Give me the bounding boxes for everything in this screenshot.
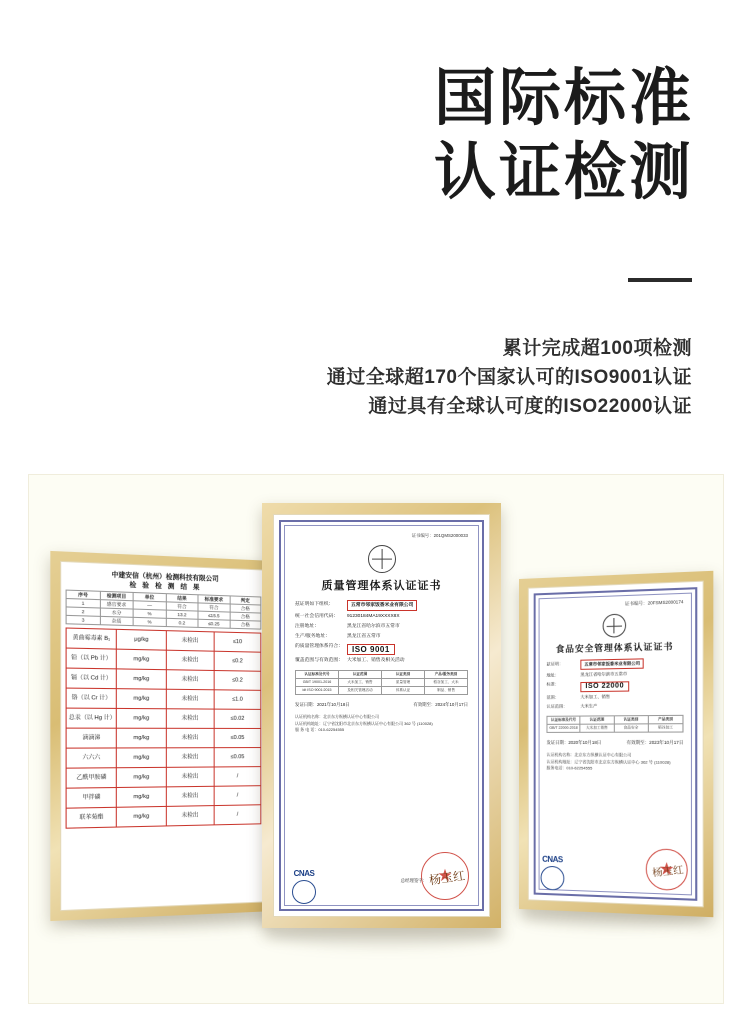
meta-cell: 杂质 (100, 616, 133, 625)
table-row (66, 805, 261, 828)
globe-icon (368, 545, 396, 573)
iso9001-mat (273, 514, 490, 917)
result-name: 乙酰甲胺磷 (66, 768, 116, 788)
title-divider (628, 278, 692, 282)
cert-field-label: 兹证明如下组织： (295, 602, 334, 607)
meta-cell: 水分 (100, 608, 133, 617)
scope-col-3: 产品/服务类别 (425, 671, 468, 679)
result-unit: mg/kg (117, 669, 166, 689)
result-unit: mg/kg (117, 689, 166, 709)
result-limit: ≤1.0 (214, 690, 261, 710)
certificate-title: 食品安全管理体系认证证书 (555, 641, 674, 655)
scope-cell: 质量管理 (382, 679, 425, 687)
scope-col-0: 认证标准及代号 (547, 716, 580, 724)
scope-col-2: 认证类别 (382, 671, 425, 679)
cert-field-value: 大米生产 (580, 703, 598, 709)
test-report-document (61, 562, 265, 910)
cert-field-value: 黑龙江省哈尔滨市五常市 (580, 671, 628, 677)
scope-cell: 大米加工、销售 (339, 679, 382, 687)
certificate-number: 证书编号：20FSMS2000174 (624, 599, 684, 607)
scope-col-3: 产品类别 (648, 715, 683, 724)
issuer-phone: 服务电话：010-62254555 (546, 765, 593, 771)
valid-date: 有效期至：2024年10月17日 (413, 702, 468, 707)
meta-col-5: 判定 (230, 596, 261, 605)
test-report-mat (60, 561, 266, 911)
cert-field-label: 范围： (546, 694, 559, 700)
hero-subtitle-line-1: 累计完成超100项检测 (502, 338, 692, 359)
cert-field (295, 656, 468, 665)
valid-date: 有效期至：2023年10月17日 (626, 739, 684, 746)
result-name: 滴滴涕 (66, 728, 116, 748)
table-row (66, 728, 261, 748)
test-report-title: 检 验 检 测 结 果 (129, 581, 202, 592)
issuer-address: 认证机构地址：辽宁省沈阳市北京东方纵横认证中心 362 号 (110028) (546, 758, 671, 765)
meta-cell: 合格 (230, 620, 261, 629)
globe-icon (602, 614, 626, 638)
table-row (296, 687, 468, 695)
cert-field-label: 标准： (546, 681, 559, 687)
page-title-line2: 认证检测 (433, 138, 694, 207)
standard-badge: ISO 22000 (580, 681, 629, 692)
cert-footer (295, 714, 468, 734)
scope-cell: idt ISO 9001:2015 (296, 687, 339, 695)
table-row (66, 688, 261, 709)
cert-field (295, 612, 468, 621)
result-limit: ≤10 (214, 632, 261, 652)
scope-cell: 食品安全 (614, 724, 648, 732)
result-name: 铅（以 Pb 计） (66, 648, 116, 669)
result-limit: ≤0.2 (214, 651, 261, 671)
certificates-photo (28, 474, 724, 1004)
cert-scope-table (295, 670, 468, 695)
cnas-badge-icon (541, 866, 565, 891)
meta-col-2: 单位 (133, 592, 166, 601)
iso9001-certificate-frame (262, 503, 501, 928)
test-report-org: 中建安信（杭州）检测科技有限公司 (111, 571, 219, 583)
cert-scope-table (546, 715, 683, 733)
result-value: 未检出 (166, 709, 214, 729)
result-name: 镉（以 Cd 计） (66, 668, 116, 689)
cert-field-value: 大米加工、销售 (580, 693, 611, 700)
meta-cell: 3 (66, 615, 100, 624)
cert-dates (546, 740, 683, 746)
test-report-frame (50, 551, 275, 921)
meta-col-1: 检测项目 (100, 591, 133, 600)
scope-cell: 及相关管理活动 (339, 687, 382, 695)
result-unit: mg/kg (117, 728, 166, 748)
cert-standard-row (295, 642, 468, 655)
cert-footer (546, 752, 683, 773)
result-limit: / (214, 786, 261, 806)
scope-cell: 大米加工销售 (580, 724, 614, 732)
result-unit: mg/kg (117, 787, 166, 807)
result-name: 六六六 (66, 748, 116, 768)
scope-col-1: 认证范围 (580, 716, 614, 724)
meta-cell: % (133, 609, 166, 618)
table-row (66, 668, 261, 690)
cert-field-value: 黑龙江省五常市 (347, 634, 381, 639)
cert-field-label: 覆盖范围与有效范围： (295, 658, 343, 663)
result-unit: μg/kg (117, 629, 166, 650)
result-unit: mg/kg (117, 748, 166, 768)
cert-field-label: 注册地址： (295, 624, 319, 629)
iso22000-mat (528, 581, 704, 908)
result-limit: ≤0.05 (214, 728, 261, 747)
cert-field-label: 地址： (546, 672, 559, 678)
meta-cell: ≤15.5 (198, 611, 230, 620)
result-name: 总汞（以 Hg 计） (66, 708, 116, 728)
table-row (296, 679, 468, 687)
cert-field (295, 632, 468, 641)
hero-section (0, 0, 750, 470)
result-value: 未检出 (166, 650, 214, 670)
cert-field-label: 统一社会信用代码： (295, 614, 339, 619)
meta-cell: 合格 (230, 612, 261, 621)
result-limit: / (214, 805, 261, 825)
test-report-results-table (66, 627, 262, 828)
cert-field-label: 兹证明： (546, 661, 564, 667)
hero-subtitle-line-3: 通过具有全球认可度的ISO22000认证 (368, 396, 692, 417)
signature: 杨玉红 (428, 868, 466, 888)
issuer-name: 认证机构名称：北京东方纵横认证中心有限公司 (546, 752, 632, 758)
meta-cell: 符合 (198, 603, 230, 612)
cert-field-label: 的质量管理体系符合： (295, 644, 343, 649)
scope-col-1: 认证范围 (339, 671, 382, 679)
hero-subtitle-line-2: 通过全球超170个国家认可的ISO9001认证 (326, 367, 692, 388)
result-name: 联苯菊酯 (66, 807, 116, 828)
scope-cell: 稻谷加工 (648, 724, 683, 732)
cnas-accreditation-mark (541, 855, 565, 891)
issue-date: 发证日期：2020年10月18日 (546, 739, 602, 746)
scope-cell: 制品、销售 (425, 687, 468, 695)
iso9001-document (274, 515, 489, 916)
issuer-name: 认证机构名称：北京东方纵横认证中心有限公司 (295, 714, 379, 719)
cert-standard-row (546, 678, 683, 692)
result-value: 未检出 (166, 786, 214, 806)
result-value: 未检出 (166, 670, 214, 690)
meta-cell: 合格 (230, 604, 261, 613)
cert-field (546, 692, 683, 702)
meta-cell: % (133, 617, 166, 626)
cert-field (546, 701, 683, 710)
result-unit: mg/kg (117, 708, 166, 728)
result-value: 未检出 (166, 689, 214, 709)
issuer-address: 认证机构地址：辽宁省沈阳市北京东方纵横认证中心有限公司 362 号 (110028) (295, 720, 433, 726)
result-limit: ≤0.02 (214, 709, 261, 728)
cert-field (295, 600, 468, 611)
meta-col-3: 结果 (166, 594, 198, 603)
table-row (66, 708, 261, 728)
iso22000-certificate-frame (519, 571, 713, 917)
cert-field-label: 生产/服务地址： (295, 634, 330, 639)
scope-cell: GB/T 19001-2016 (296, 679, 339, 687)
result-value: 未检出 (166, 806, 214, 826)
cert-field-value: 91230184MA19XXXX8X (347, 614, 400, 619)
standard-badge: ISO 9001 (347, 644, 395, 655)
meta-cell: 0.2 (166, 618, 198, 627)
certificate-title: 质量管理体系认证证书 (321, 580, 442, 592)
table-row (547, 724, 683, 733)
page-title (434, 62, 694, 210)
hero-subtitle (327, 334, 692, 421)
meta-cell: — (133, 601, 166, 610)
certificate-number: 证书编号：201QMS2000033 (411, 533, 468, 538)
cert-company-name: 五常市邻家饭香米业有限公司 (347, 600, 417, 611)
table-row (66, 748, 261, 769)
cert-field-label: 认证范围： (546, 703, 568, 709)
meta-cell: 符合 (166, 602, 198, 611)
meta-cell: 感官要求 (100, 600, 133, 609)
meta-cell: 1 (66, 599, 100, 608)
scope-cell: GB/T 22000-2018 (547, 724, 580, 732)
result-name: 甲拌磷 (66, 788, 116, 809)
scope-cell: 稻谷加工、大米 (425, 679, 468, 687)
result-unit: mg/kg (117, 806, 166, 827)
result-value: 未检出 (166, 728, 214, 748)
result-value: 未检出 (166, 767, 214, 787)
result-unit: mg/kg (117, 649, 166, 670)
cnas-logo-text: CNAS (542, 854, 563, 865)
table-row (66, 767, 261, 789)
result-name: 黄曲霉毒素 B₁ (66, 628, 116, 649)
meta-col-0: 序号 (66, 590, 100, 600)
page-title-line1: 国际标准 (433, 64, 694, 133)
cert-company-name: 五常市邻家饭香米业有限公司 (580, 658, 644, 670)
meta-cell: ≤0.25 (198, 619, 230, 628)
table-header-row (296, 671, 468, 679)
meta-col-4: 标准要求 (198, 595, 230, 604)
result-value: 未检出 (166, 631, 214, 652)
meta-cell: 13.2 (166, 610, 198, 619)
iso22000-document (529, 582, 703, 907)
signature-label: 总经理签字： (400, 878, 427, 883)
cnas-accreditation-mark (292, 869, 316, 904)
cert-dates (295, 702, 468, 708)
issuer-phone: 服 务 电 话：010-62254555 (295, 727, 345, 732)
result-limit: ≤0.05 (214, 748, 261, 767)
result-value: 未检出 (166, 748, 214, 768)
result-limit: / (214, 767, 261, 787)
scope-col-2: 认证类别 (614, 716, 648, 724)
signature: 杨玉红 (651, 864, 685, 880)
cnas-badge-icon (292, 880, 316, 904)
cert-field-value: 大米加工、销售及相关活动 (347, 658, 405, 663)
cert-field-value: 黑龙江省哈尔滨市五常市 (347, 624, 400, 629)
iso9001-content (281, 523, 482, 908)
result-unit: mg/kg (117, 767, 166, 787)
scope-col-0: 认证标准及代号 (296, 671, 339, 679)
test-report-meta-table (66, 590, 262, 630)
result-limit: ≤0.2 (214, 670, 261, 690)
cert-field (295, 622, 468, 631)
result-name: 铬（以 Cr 计） (66, 688, 116, 708)
scope-cell: 体系认证 (382, 687, 425, 695)
issue-date: 发证日期：2021年10月18日 (295, 702, 350, 707)
meta-cell: 2 (66, 607, 100, 616)
cnas-logo-text: CNAS (293, 869, 315, 878)
